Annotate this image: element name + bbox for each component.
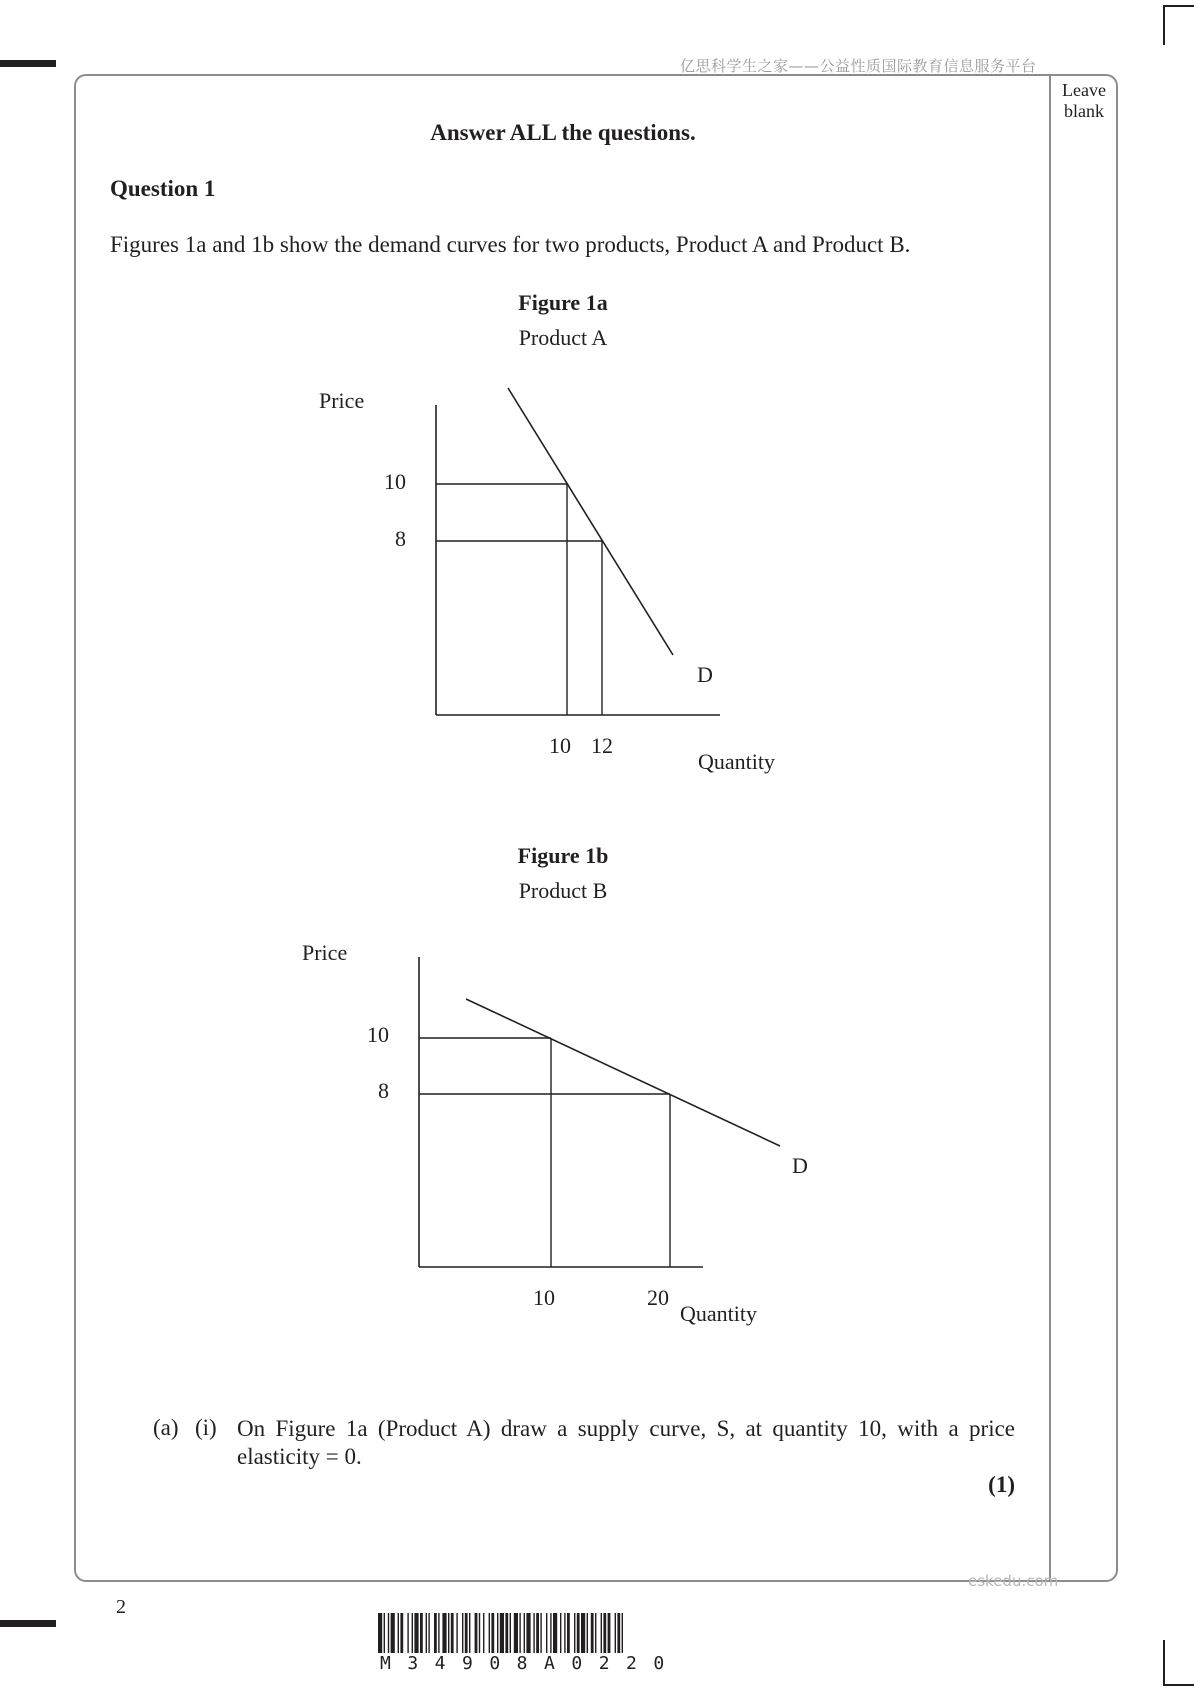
- barcode-bar: [483, 1613, 484, 1653]
- fig1a-tick-price-8: 8: [395, 526, 406, 551]
- barcode-bar: [451, 1613, 454, 1653]
- barcode-bar: [469, 1613, 470, 1653]
- barcode-bar: [398, 1613, 399, 1653]
- barcode-bar: [465, 1613, 468, 1653]
- fig1a-y-axis-label: Price: [319, 388, 365, 413]
- leave-blank-line-2: blank: [1064, 101, 1104, 121]
- fig1a-tick-price-10: 10: [384, 469, 406, 494]
- question-title: Question 1: [110, 176, 216, 201]
- fig1a-tick-qty-10: 10: [549, 733, 571, 758]
- figure-1b-subtitle: Product B: [518, 878, 608, 903]
- barcode-bar: [581, 1613, 585, 1653]
- page-number: 2: [116, 1596, 126, 1618]
- fig1b-x-axis-label: Quantity: [680, 1301, 757, 1326]
- question-intro: Figures 1a and 1b show the demand curves for two products, Product A and Product B.: [110, 232, 911, 257]
- barcode-bar: [505, 1613, 508, 1653]
- barcode-bar: [438, 1613, 439, 1653]
- barcode-bar: [560, 1613, 561, 1653]
- fig1b-tick-price-10: 10: [367, 1022, 389, 1047]
- barcode-bar: [524, 1613, 525, 1653]
- instruction-heading: Answer ALL the questions.: [430, 120, 696, 145]
- barcode-bar: [514, 1613, 518, 1653]
- barcode-bar: [412, 1613, 413, 1653]
- barcode-bar: [420, 1613, 423, 1653]
- barcode-bar: [550, 1613, 551, 1653]
- barcode-bar: [622, 1613, 623, 1653]
- barcode-bar: [384, 1613, 385, 1653]
- fig1b-tick-qty-10: 10: [533, 1285, 555, 1310]
- figure-1a-title: Figure 1a: [518, 290, 608, 315]
- figure-1a-subtitle: Product A: [518, 325, 608, 350]
- fig1b-tick-price-8: 8: [378, 1078, 389, 1103]
- barcode-bar: [491, 1613, 494, 1653]
- watermark: eskedu.com: [968, 1572, 1059, 1590]
- barcode-bar: [426, 1613, 427, 1653]
- part-a-i-text: On Figure 1a (Product A) draw a supply curve, S, at quantity 10, with a price elasticity = 0.: [237, 1416, 1015, 1469]
- barcode-text: M34908A0220: [380, 1653, 681, 1674]
- barcode-bar: [414, 1613, 418, 1653]
- part-label-i: (i): [195, 1415, 217, 1440]
- fig1b-tick-qty-20: 20: [647, 1285, 669, 1310]
- barcode-bar: [391, 1613, 395, 1653]
- barcode-bar: [475, 1613, 478, 1653]
- leave-blank-line-1: Leave: [1062, 80, 1106, 100]
- barcode-bar: [462, 1613, 463, 1653]
- barcode-bar: [567, 1613, 570, 1653]
- barcode-bar: [564, 1613, 565, 1653]
- barcode-bar: [456, 1613, 457, 1653]
- fig1a-x-axis-label: Quantity: [698, 749, 775, 774]
- barcode-bar: [536, 1613, 539, 1653]
- barcode-bar: [400, 1613, 403, 1653]
- figure-1b-title: Figure 1b: [517, 843, 609, 868]
- barcode-bar: [448, 1613, 449, 1653]
- barcode-bar: [540, 1613, 541, 1653]
- barcode: [378, 1613, 816, 1653]
- barcode-bar: [407, 1613, 408, 1653]
- barcode-bar: [434, 1613, 437, 1653]
- part-label-a: (a): [153, 1415, 179, 1440]
- fig1b-y-axis-label: Price: [302, 940, 348, 965]
- fig1a-curve-label: D: [697, 662, 713, 687]
- fig1a-tick-qty-12: 12: [591, 733, 613, 758]
- barcode-bar: [553, 1613, 557, 1653]
- barcode-bar: [617, 1613, 620, 1653]
- barcode-bar: [519, 1613, 520, 1653]
- header-banner: 亿思科学生之家——公益性质国际教育信息服务平台: [680, 57, 1037, 75]
- barcode-bar: [388, 1613, 389, 1653]
- barcode-bar: [577, 1613, 580, 1653]
- fig1b-curve-label: D: [792, 1153, 808, 1178]
- barcode-bar: [526, 1613, 530, 1653]
- barcode-bar: [603, 1613, 606, 1653]
- barcode-bar: [510, 1613, 511, 1653]
- barcode-bar: [591, 1613, 594, 1653]
- barcode-bar: [378, 1613, 382, 1653]
- barcode-bar: [489, 1613, 490, 1653]
- barcode-bar: [546, 1613, 547, 1653]
- barcode-bar: [479, 1613, 480, 1653]
- barcode-bar: [442, 1613, 446, 1653]
- barcode-bar: [500, 1613, 504, 1653]
- fig1a-demand-curve: [508, 388, 673, 655]
- marks-indicator: (1): [988, 1472, 1015, 1497]
- barcode-bar: [601, 1613, 602, 1653]
- barcode-bar: [608, 1613, 611, 1653]
- barcode-bar: [587, 1613, 588, 1653]
- fig1b-demand-curve: [466, 999, 780, 1146]
- barcode-bar: [428, 1613, 429, 1653]
- barcode-bar: [615, 1613, 616, 1653]
- barcode-bar: [497, 1613, 498, 1653]
- barcode-bar: [595, 1613, 596, 1653]
- barcode-bar: [574, 1613, 575, 1653]
- barcode-bar: [533, 1613, 534, 1653]
